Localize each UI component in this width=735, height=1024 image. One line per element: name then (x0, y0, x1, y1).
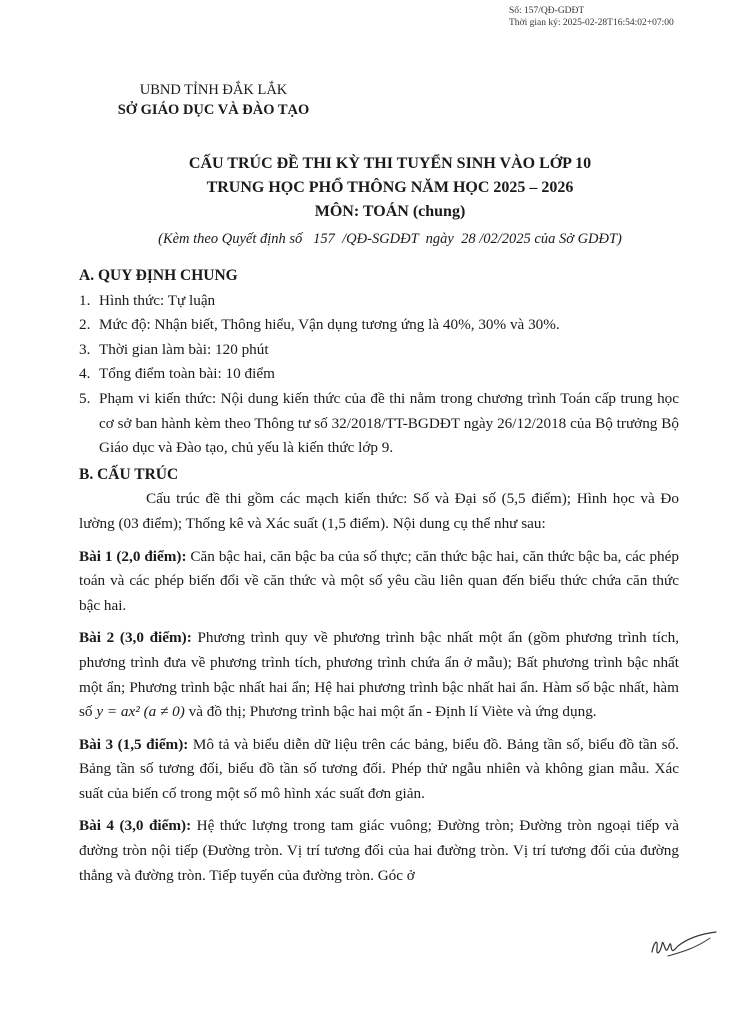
list-item: 2. Mức độ: Nhận biết, Thông hiểu, Vận dụng tương ứng là 40%, 30% và 30%. (79, 316, 560, 334)
bai-3-text: Mô tả và biểu diễn dữ liệu trên các bảng, biểu đồ. Bảng tần số, biểu đồ tần số. Bảng tần số tương đối, biểu đồ tần số tương đối. Phép thử ngẫu nhiên và không gian mẫu. Xác suất của biến cố trong một số mô hình xác suất đơn giản. (79, 735, 679, 802)
bai-1 (79, 545, 679, 619)
bai-4-label: Bài 4 (3,0 điểm): (79, 817, 192, 835)
agency-parent: UBND TỈNH ĐẮK LẮK (139, 82, 288, 98)
list-item: 3. Thời gian làm bài: 120 phút (79, 340, 269, 358)
section-b-intro: Cấu trúc đề thi gồm các mạch kiến thức: Số và Đại số (5,5 điểm); Hình học và Đo lường (03 điểm); Thống kê và Xác suất (1,5 điểm). Nội dung cụ thể như sau: (79, 490, 679, 532)
document-body (79, 262, 679, 888)
bai-1-text: Căn bậc hai, căn bậc ba của số thực; căn thức bậc hai, căn thức bậc ba, các phép toán và các phép biến đổi về căn thức và một số yêu cầu liên quan đến biểu thức chứa căn thức bậc hai. (79, 547, 679, 614)
bai-3-label: Bài 3 (1,5 điểm): (79, 735, 189, 753)
list-item: 4. Tổng điểm toàn bài: 10 điểm (79, 365, 275, 383)
document-title (60, 152, 720, 224)
agency-name: SỞ GIÁO DỤC VÀ ĐÀO TẠO (117, 102, 310, 118)
list-item: 1. Hình thức: Tự luận (79, 291, 216, 309)
bai-2 (79, 626, 679, 724)
issuing-agency (106, 80, 321, 120)
section-b-heading: B. CẤU TRÚC (79, 465, 179, 483)
list-item: 5. Phạm vi kiến thức: Nội dung kiến thức của đề thi nằm trong chương trình Toán cấp trung học cơ sở ban hành kèm theo Thông tư số 32/2018/TT-BGDĐT ngày 26/12/2018 của Bộ trưởng Bộ Giáo dục và Đào tạo, chủ yếu là kiến thức lớp 9. (79, 389, 679, 457)
bai-2-label: Bài 2 (3,0 điểm): (79, 629, 192, 647)
title-line-2: TRUNG HỌC PHỔ THÔNG NĂM HỌC 2025 – 2026 (206, 179, 574, 196)
digital-signature-stamp (509, 5, 674, 29)
section-a-heading: A. QUY ĐỊNH CHUNG (79, 267, 238, 284)
document-subtitle: (Kèm theo Quyết định số 157 /QĐ-SGDĐT ngày 28 /02/2025 của Sở GDĐT) (158, 231, 622, 247)
bai-2-formula: y = ax² (a ≠ 0) (96, 703, 185, 721)
bai-4-text: Hệ thức lượng trong tam giác vuông; Đường tròn; Đường tròn ngoại tiếp và đường tròn nội tiếp (Đường tròn. Vị trí tương đối của hai đường tròn. Vị trí tương đối của đường thẳng và đường tròn. Tiếp tuyến của đường tròn. Góc ở (79, 817, 679, 884)
title-line-3: MÔN: TOÁN (chung) (314, 203, 466, 220)
handwritten-initials (648, 926, 718, 962)
bai-3 (79, 733, 679, 807)
bai-2-text-1: Phương trình quy về phương trình bậc nhất một ẩn (gồm phương trình tích, phương trình đưa về phương trình tích, phương trình chứa ẩn ở mẫu); Bất phương trình bậc nhất một ẩn; Phương trình bậc nhất hai ẩn; Hệ hai phương trình bậc nhất hai ẩn. Hàm số bậc nhất, hàm số (79, 629, 679, 721)
bai-4 (79, 814, 679, 888)
bai-2-text-2: và đồ thị; Phương trình bậc hai một ẩn - Định lí Viète và ứng dụng. (184, 703, 597, 721)
bai-1-label: Bài 1 (2,0 điểm): (79, 547, 187, 565)
decision-number: Số: 157/QĐ-GDĐT (509, 6, 585, 16)
title-line-1: CẤU TRÚC ĐỀ THI KỲ THI TUYỂN SINH VÀO LỚP 10 (188, 155, 592, 172)
section-a-list (79, 289, 679, 461)
signing-time: Thời gian ký: 2025-02-28T16:54:02+07:00 (509, 18, 674, 28)
